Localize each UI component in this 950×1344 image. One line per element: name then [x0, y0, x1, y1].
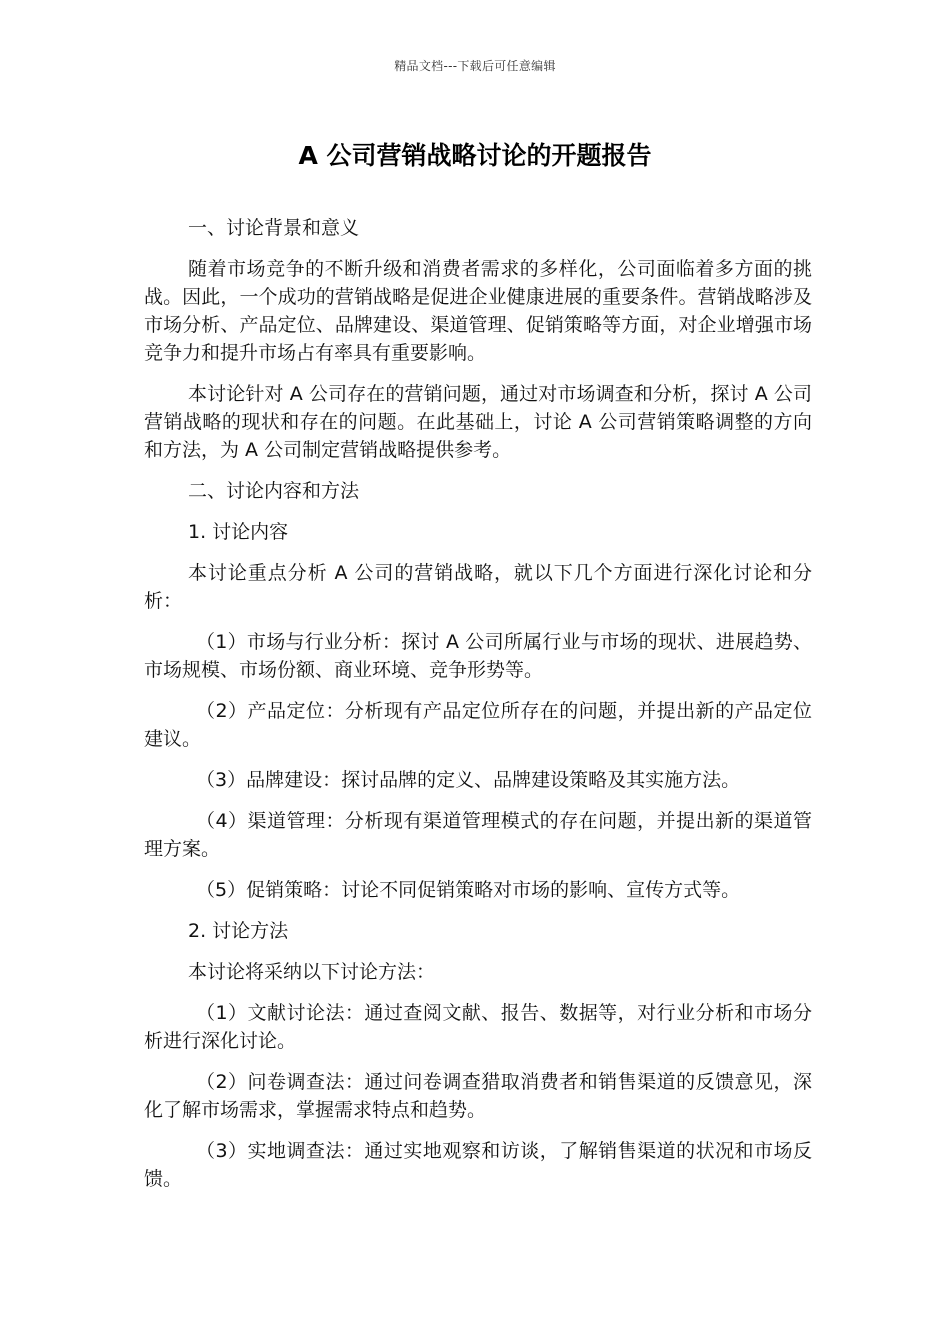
- paragraph-background: 随着市场竞争的不断升级和消费者需求的多样化，公司面临着多方面的挑战。因此，一个成功的营销战略是促进企业健康进展的重要条件。营销战略涉及市场分析、产品定位、品牌建设、渠道管理、促销策略等方面，对企业增强市场竞争力和提升市场占有率具有重要影响。: [144, 258, 812, 364]
- list-item-promotion-strategy: （5）促销策略：讨论不同促销策略对市场的影响、宣传方式等。: [196, 879, 741, 901]
- document-body: [144, 214, 812, 1206]
- paragraph-content-intro: 本讨论重点分析 A 公司的营销战略，就以下几个方面进行深化讨论和分析：: [144, 562, 812, 612]
- paragraph-method-intro: 本讨论将采纳以下讨论方法：: [188, 961, 436, 983]
- list-item-field-method: （3）实地调查法：通过实地观察和访谈，了解销售渠道的状况和市场反馈。: [144, 1140, 812, 1190]
- subsection-heading-content: 1. 讨论内容: [188, 521, 289, 543]
- list-item-product-positioning: （2）产品定位：分析现有产品定位所存在的问题，并提出新的产品定位建议。: [144, 700, 812, 750]
- list-item-channel-management: （4）渠道管理：分析现有渠道管理模式的存在问题，并提出新的渠道管理方案。: [144, 810, 812, 860]
- page-header: 精品文档---下载后可任意编辑: [394, 59, 556, 73]
- list-item-brand-building: （3）品牌建设：探讨品牌的定义、品牌建设策略及其实施方法。: [196, 769, 741, 791]
- subsection-heading-method: 2. 讨论方法: [188, 920, 289, 942]
- list-item-literature-method: （1）文献讨论法：通过查阅文献、报告、数据等，对行业分析和市场分析进行深化讨论。: [144, 1002, 812, 1052]
- section-heading-content-method: 二、讨论内容和方法: [188, 480, 360, 502]
- list-item-survey-method: （2）问卷调查法：通过问卷调查猎取消费者和销售渠道的反馈意见，深化了解市场需求，掌握需求特点和趋势。: [144, 1071, 812, 1121]
- paragraph-purpose: 本讨论针对 A 公司存在的营销问题，通过对市场调查和分析，探讨 A 公司营销战略的现状和存在的问题。在此基础上，讨论 A 公司营销策略调整的方向和方法，为 A 公司制定营销战略提供参考。: [144, 383, 812, 461]
- document-title: A 公司营销战略讨论的开题报告: [298, 141, 652, 170]
- section-heading-background: 一、讨论背景和意义: [188, 217, 360, 239]
- list-item-market-analysis: （1）市场与行业分析：探讨 A 公司所属行业与市场的现状、进展趋势、市场规模、市场份额、商业环境、竞争形势等。: [144, 631, 812, 681]
